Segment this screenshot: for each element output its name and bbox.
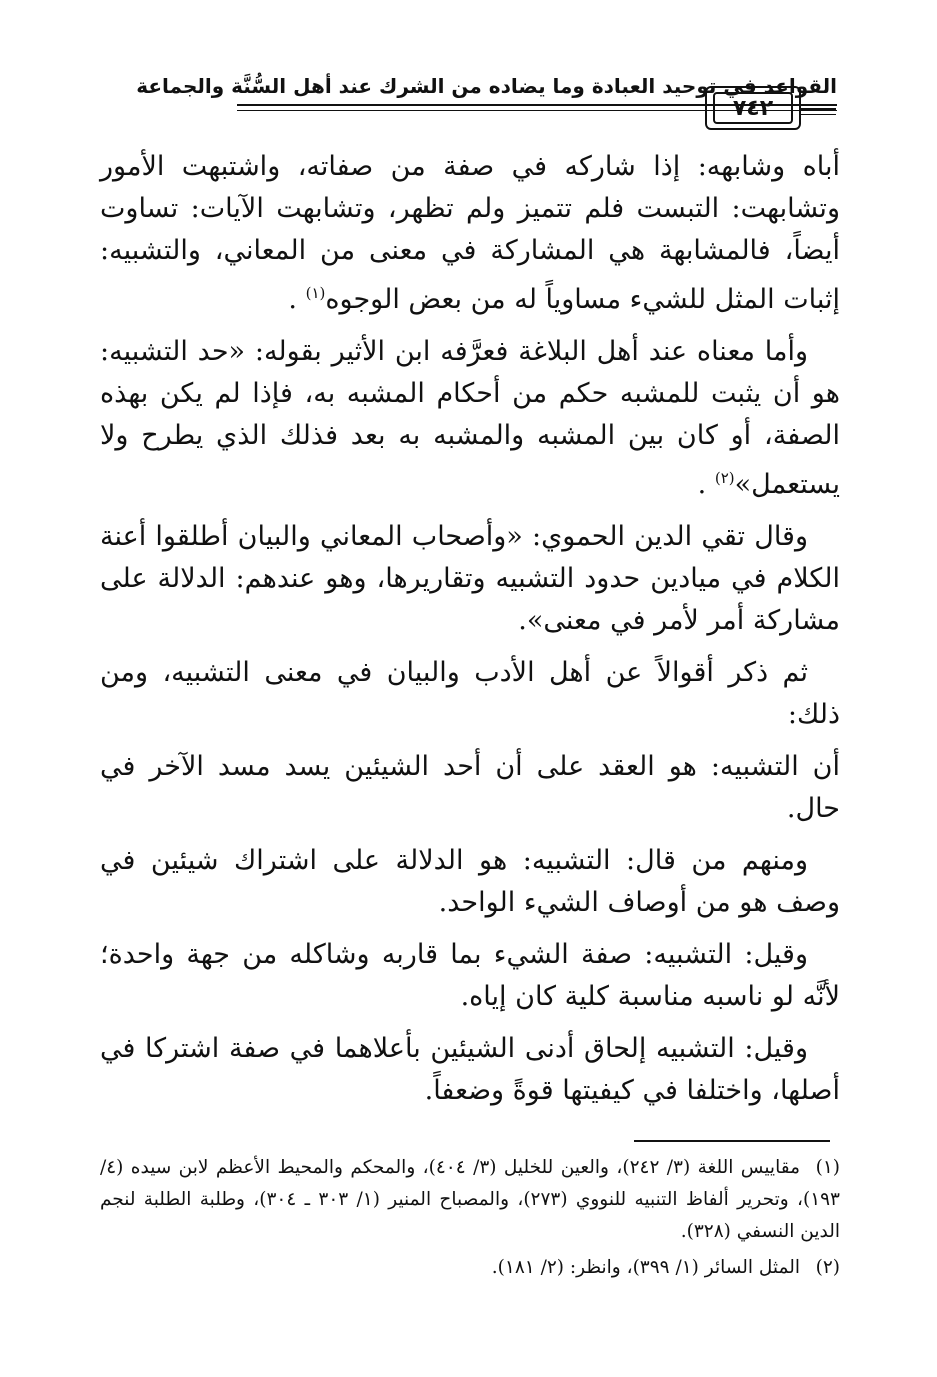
footnote-ref[interactable]: (٢) [714, 469, 735, 487]
paragraph: وأما معناه عند أهل البلاغة فعرَّفه ابن الأثير بقوله: «حد التشبيه: هو أن يثبت للمشبه حكم من أحكام المشبه به، فإذا لم يكن بهذه الصفة، أو كان بين المشبه والمشبه به بعد فذلك الذي يطرح ولا يستعمل»$^{(٢)}$ . [100, 336, 840, 500]
paragraph: وقال تقي الدين الحموي: «وأصحاب المعاني والبيان أطلقوا أعنة الكلام في ميادين حدود التشبيه وتقاريرها، وهو عندهم: الدلالة على مشاركة أمر لأمر في معنى». [100, 521, 840, 636]
page-number-badge [705, 86, 801, 130]
footnote-ref[interactable]: (١) [305, 284, 326, 302]
footnote-separator [634, 1140, 830, 1142]
running-header-title: القواعد في توحيد العبادة وما يضاده من الشرك عند أهل السُّنَّة والجماعة [136, 74, 837, 98]
paragraph: ثم ذكر أقوالاً عن أهل الأدب والبيان في معنى التشبيه، ومن ذلك: [100, 657, 840, 730]
paragraph: وقيل: التشبيه إلحاق أدنى الشيئين بأعلاهما في صفة اشتركا في أصلها، واختلفا في كيفيتها قوةً وضعفاً. [100, 1033, 840, 1106]
footnote-number: (٢) [815, 1257, 840, 1278]
paragraph: أباه وشابهه: إذا شاركه في صفة من صفاته، واشتبهت الأمور وتشابهت: التبست فلم تتميز ولم تظهر، وتشابهت الآيات: تساوت أيضاً، فالمشابهة هي المشاركة في معنى من المعاني، والتشبيه: إثبات المثل للشيء مساوياً له من بعض الوجوه$^{(١)}$ . [100, 151, 840, 315]
paragraph: وقيل: التشبيه: صفة الشيء بما قاربه وشاكله من جهة واحدة؛ لأنَّه لو ناسبه مناسبة كلية كان إياه. [100, 939, 840, 1012]
footnotes [100, 1152, 840, 1288]
main-text [100, 146, 840, 1122]
page-number: ٧٤٢ [713, 92, 793, 124]
paragraph: ومنهم من قال: التشبيه: هو الدلالة على اشتراك شيئين في وصف هو من أوصاف الشيء الواحد. [100, 845, 840, 918]
footnote: (١)مقاييس اللغة (٣/ ٢٤٢)، والعين للخليل (٣/ ٤٠٤)، والمحكم والمحيط الأعظم لابن سيده (٤/ ١٩٣)، وتحرير ألفاظ التنبيه للنووي (٢٧٣)، والمصباح المنير (١/ ٣٠٣ ـ ٣٠٤)، وطلبة الطلبة لنجم الدين النسفي (٣٢٨). [100, 1152, 840, 1248]
paragraph: أن التشبيه: هو العقد على أن أحد الشيئين يسد مسد الآخر في حال. [100, 751, 840, 824]
footnote: (٢)المثل السائر (١/ ٣٩٩)، وانظر: (٢/ ١٨١). [100, 1252, 840, 1284]
footnote-number: (١) [815, 1157, 840, 1178]
header-rule-right [800, 108, 836, 115]
